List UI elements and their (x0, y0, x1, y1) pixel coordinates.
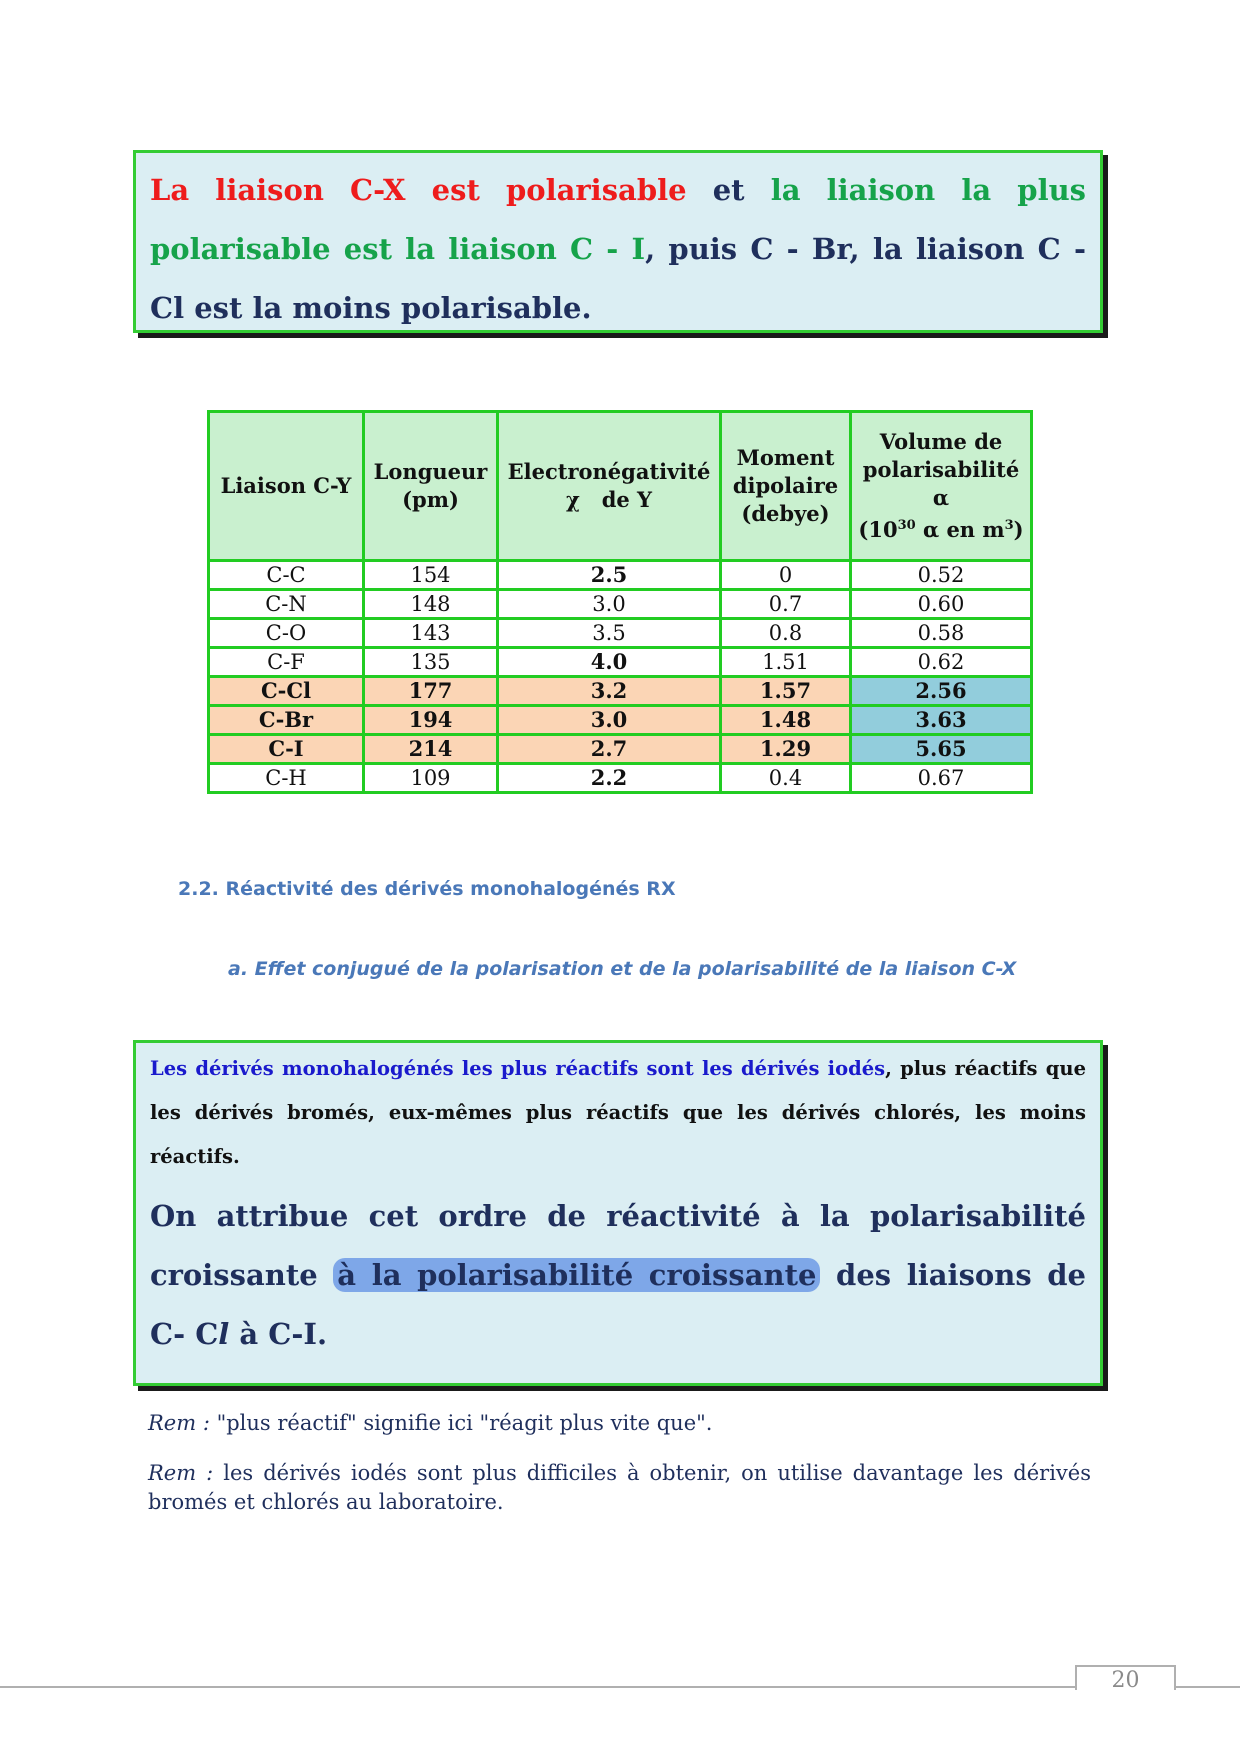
cell-polarisability: 0.62 (851, 648, 1032, 677)
polarisability-statement (150, 161, 1086, 338)
cell-dipole: 1.29 (721, 735, 851, 764)
reactivity-rest: , plus réactifs que les dérivés bromés, eux-mêmes plus réactifs que les dérivés chlorés, les moins réactifs. (150, 1057, 1086, 1168)
header-electronegativity: Electronégativité χ de Y (498, 412, 721, 561)
cell-bond: C-Cl (209, 677, 364, 706)
cell-dipole: 1.57 (721, 677, 851, 706)
remark-label: Rem : (148, 1461, 214, 1485)
cell-bond: C-I (209, 735, 364, 764)
cell-length: 148 (364, 590, 498, 619)
cell-electronegativity: 2.7 (498, 735, 721, 764)
cell-dipole: 1.48 (721, 706, 851, 735)
cell-length: 194 (364, 706, 498, 735)
table-header-row (209, 412, 1032, 561)
header-bond: Liaison C-Y (209, 412, 364, 561)
remark-text: "plus réactif" signifie ici "réagit plus vite que". (209, 1411, 713, 1435)
cell-bond: C-C (209, 561, 364, 590)
cell-dipole: 0.8 (721, 619, 851, 648)
cell-bond: C-F (209, 648, 364, 677)
cell-electronegativity: 3.0 (498, 590, 721, 619)
attribution-italic: l (218, 1317, 230, 1351)
table-row-highlighted (209, 706, 1032, 735)
cell-bond: C-H (209, 764, 364, 793)
cell-dipole: 0.4 (721, 764, 851, 793)
text-selection-highlight[interactable]: à la polarisabilité croissante (333, 1258, 820, 1292)
table-row (209, 764, 1032, 793)
page-number: 20 (1111, 1668, 1140, 1693)
subsection-heading: a. Effet conjugué de la polarisation et de la polarisabilité de la liaison C-X (228, 958, 1017, 980)
cell-electronegativity: 3.5 (498, 619, 721, 648)
cell-polarisability: 0.60 (851, 590, 1032, 619)
cell-electronegativity: 3.0 (498, 706, 721, 735)
cell-length: 143 (364, 619, 498, 648)
attribution-c: à C-I. (229, 1317, 328, 1351)
statement-green: la liaison la plus polarisable est la liaison C - I (150, 173, 1086, 266)
remark-2 (148, 1459, 1091, 1517)
attribution-text (150, 1187, 1086, 1364)
attribution-a: On attribue cet ordre de réactivité à la polarisabilité croissante (150, 1199, 1086, 1292)
cell-length: 135 (364, 648, 498, 677)
cell-polarisability: 5.65 (851, 735, 1032, 764)
reactivity-callout (133, 1040, 1103, 1386)
attribution-b: des liaisons de C- C (150, 1258, 1086, 1351)
cell-electronegativity: 2.5 (498, 561, 721, 590)
header-polarisability-volume: Volume de polarisabilité α ($10^{30}$ α en $m^3$) (851, 412, 1032, 561)
reactivity-order-text (150, 1047, 1086, 1179)
cell-electronegativity: 2.2 (498, 764, 721, 793)
cell-bond: C-Br (209, 706, 364, 735)
cell-dipole: 1.51 (721, 648, 851, 677)
reactivity-blue: Les dérivés monohalogénés les plus réactifs sont les dérivés iodés (150, 1057, 886, 1080)
footer-rule-left (0, 1686, 1077, 1688)
cell-polarisability: 0.67 (851, 764, 1032, 793)
remark-label: Rem : (148, 1411, 210, 1435)
statement-red: La liaison C-X est polarisable (150, 173, 687, 207)
cell-polarisability: 3.63 (851, 706, 1032, 735)
cell-electronegativity: 3.2 (498, 677, 721, 706)
table-row-highlighted (209, 735, 1032, 764)
table-row-highlighted (209, 677, 1032, 706)
footer-rule-right (1172, 1686, 1240, 1688)
cell-length: 177 (364, 677, 498, 706)
bond-properties-table (207, 410, 1033, 794)
cell-bond: C-N (209, 590, 364, 619)
header-dipole-moment: Moment dipolaire (debye) (721, 412, 851, 561)
cell-length: 109 (364, 764, 498, 793)
cell-length: 154 (364, 561, 498, 590)
table-row (209, 648, 1032, 677)
cell-dipole: 0.7 (721, 590, 851, 619)
cell-dipole: 0 (721, 561, 851, 590)
cell-electronegativity: 4.0 (498, 648, 721, 677)
table-row (209, 619, 1032, 648)
cell-polarisability: 0.52 (851, 561, 1032, 590)
header-length: Longueur (pm) (364, 412, 498, 561)
cell-polarisability: 0.58 (851, 619, 1032, 648)
remark-text: les dérivés iodés sont plus difficiles à obtenir, on utilise davantage les dérivés bromés et chlorés au laboratoire. (148, 1461, 1091, 1514)
cell-length: 214 (364, 735, 498, 764)
cell-bond: C-O (209, 619, 364, 648)
section-heading: 2.2. Réactivité des dérivés monohalogénés RX (178, 878, 676, 900)
table-row (209, 561, 1032, 590)
statement-and: et (686, 173, 771, 207)
polarisability-callout (133, 150, 1103, 333)
statement-rest: , puis C - Br, la liaison C - Cl est la moins polarisable. (150, 232, 1087, 325)
table-row (209, 590, 1032, 619)
remark-1 (148, 1409, 1091, 1438)
cell-polarisability: 2.56 (851, 677, 1032, 706)
